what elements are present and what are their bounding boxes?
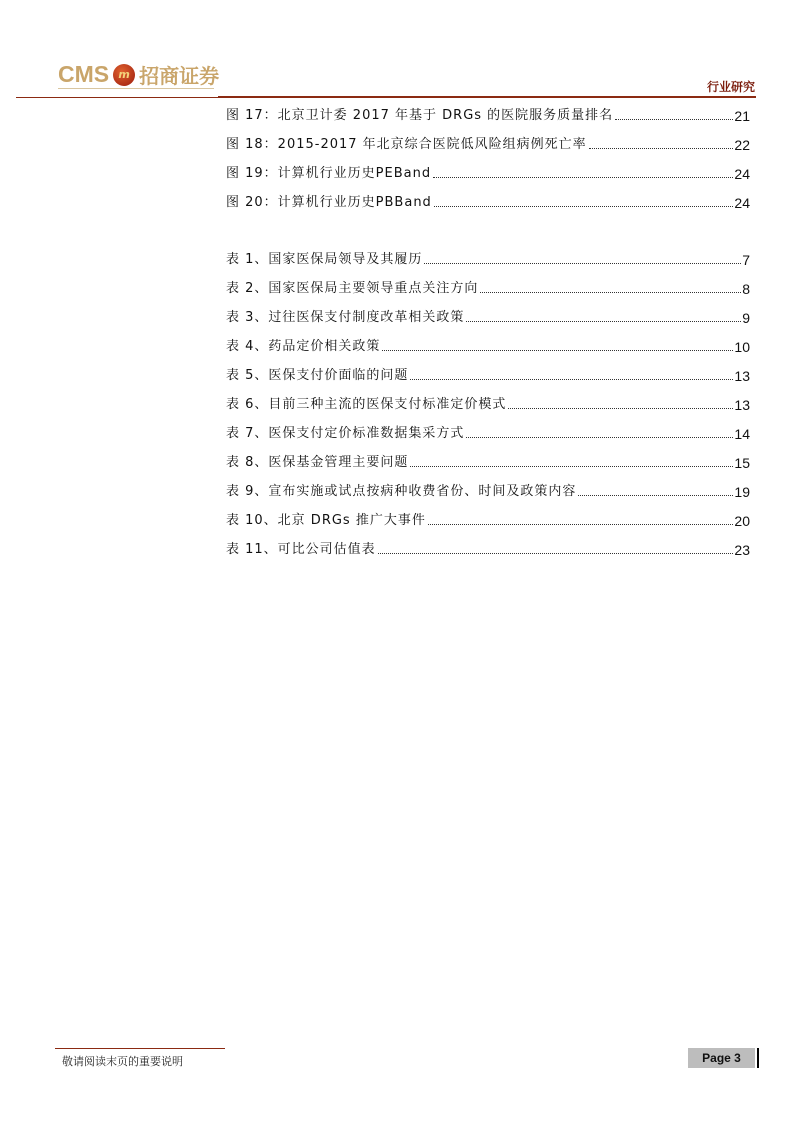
toc-label: 表 2、国家医保局主要领导重点关注方向 xyxy=(226,281,479,296)
toc-page-number: 24 xyxy=(734,195,750,211)
cms-logo xyxy=(58,60,219,89)
toc-table-entry[interactable] xyxy=(226,511,750,529)
toc-table-entry[interactable] xyxy=(226,453,750,471)
leader-dots xyxy=(378,553,734,554)
leader-dots xyxy=(424,263,741,264)
logo-underline xyxy=(58,88,214,89)
toc-table-entry[interactable] xyxy=(226,395,750,413)
toc-label: 表 6、目前三种主流的医保支付标准定价模式 xyxy=(226,397,507,412)
toc-page-number: 22 xyxy=(734,137,750,153)
toc-figure-entry[interactable] xyxy=(226,193,750,211)
leader-dots xyxy=(466,321,741,322)
toc-table-entry[interactable] xyxy=(226,250,750,268)
toc-table-entry[interactable] xyxy=(226,279,750,297)
toc-page-number: 19 xyxy=(734,484,750,500)
footer-note: 敬请阅读末页的重要说明 xyxy=(62,1055,183,1068)
toc-label: 图 19：计算机行业历史PEBand xyxy=(226,166,432,181)
toc-label: 表 8、医保基金管理主要问题 xyxy=(226,455,409,470)
toc-page-number: 21 xyxy=(734,108,750,124)
toc-table-entry[interactable] xyxy=(226,337,750,355)
toc-label: 表 4、药品定价相关政策 xyxy=(226,339,381,354)
toc-page-number: 13 xyxy=(734,368,750,384)
header-divider-thick xyxy=(218,96,756,98)
toc-label: 表 10、北京 DRGs 推广大事件 xyxy=(226,513,426,528)
toc-label: 表 7、医保支付定价标准数据集采方式 xyxy=(226,426,465,441)
toc-page-number: 7 xyxy=(742,252,750,268)
leader-dots xyxy=(382,350,733,351)
leader-dots xyxy=(433,177,733,178)
toc-label: 表 11、可比公司估值表 xyxy=(226,542,376,557)
toc-page-number: 14 xyxy=(734,426,750,442)
toc-table-entry[interactable] xyxy=(226,308,750,326)
leader-dots xyxy=(434,206,734,207)
leader-dots xyxy=(480,292,741,293)
leader-dots xyxy=(589,148,734,149)
toc-figure-entry[interactable] xyxy=(226,164,750,182)
footer-divider xyxy=(55,1048,225,1049)
toc-table-entry[interactable] xyxy=(226,482,750,500)
toc-page-number: 13 xyxy=(734,397,750,413)
toc-page-number: 23 xyxy=(734,542,750,558)
toc-label: 图 20：计算机行业历史PBBand xyxy=(226,195,432,210)
toc-table-entry[interactable] xyxy=(226,366,750,384)
toc-table-entry[interactable] xyxy=(226,424,750,442)
leader-dots xyxy=(428,524,734,525)
toc-page-number: 10 xyxy=(734,339,750,355)
leader-dots xyxy=(410,379,733,380)
toc-page-number: 24 xyxy=(734,166,750,182)
toc-label: 表 9、宣布实施或试点按病种收费省份、时间及政策内容 xyxy=(226,484,577,499)
toc-page-number: 20 xyxy=(734,513,750,529)
toc-label: 图 17：北京卫计委 2017 年基于 DRGs 的医院服务质量排名 xyxy=(226,108,614,123)
leader-dots xyxy=(578,495,733,496)
leader-dots xyxy=(508,408,733,409)
section-label: 行业研究 xyxy=(706,80,755,94)
logo-text: CMS xyxy=(58,61,110,87)
toc-page-number: 8 xyxy=(742,281,750,297)
toc-label: 表 1、国家医保局领导及其履历 xyxy=(226,252,423,267)
toc-table-entry[interactable] xyxy=(226,540,750,558)
page-number-bar xyxy=(757,1048,759,1068)
toc-label: 表 5、医保支付价面临的问题 xyxy=(226,368,409,383)
leader-dots xyxy=(410,466,733,467)
logo-chinese: 招商证券 xyxy=(139,64,220,88)
toc-page-number: 9 xyxy=(742,310,750,326)
toc-figure-entry[interactable] xyxy=(226,106,750,124)
leader-dots xyxy=(615,119,733,120)
leader-dots xyxy=(466,437,733,438)
page-number: Page 3 xyxy=(688,1048,755,1068)
toc-label: 表 3、过往医保支付制度改革相关政策 xyxy=(226,310,465,325)
toc-label: 图 18：2015-2017 年北京综合医院低风险组病例死亡率 xyxy=(226,137,587,152)
toc-page-number: 15 xyxy=(734,455,750,471)
toc-figure-entry[interactable] xyxy=(226,135,750,153)
logo-mark-icon: m xyxy=(113,64,135,86)
